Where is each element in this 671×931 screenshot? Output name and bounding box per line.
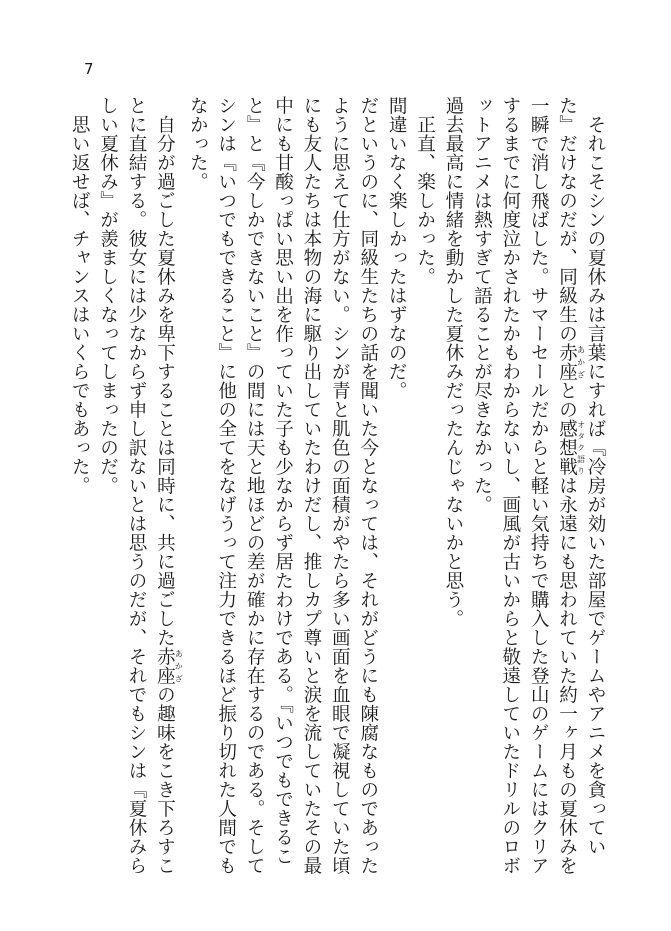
paragraph (93, 96, 183, 876)
text-run: 間違いなく楽しかったはずなのだ。 (386, 96, 408, 400)
text-run: だというのに、同級生たちの話を聞いた今となっては、それがどうにも陳腐なものであったように思えて仕方がない。シンが青と肌色の面積がやたら多い画面を血眼で凝視していた頃にも友人たちは本物の海に駆り出していたわけだし、推しカプ尊いと涙を流していたその最中にも甘酸っぱい思い出を作っていた子も少なからず居たわけである。『いつでもできること』と『今しかできないこと』の間には天と地ほどの差が確かに存在するのである。そしてシンは『いつでもできること』に他の全てをなげうって注力できるほど振り切れた人間でもなかった。 (187, 96, 379, 875)
text-run: それこそシンの夏休みは言葉にすれば『冷房が効いた部屋でゲームやアニメを貪っていた』だけなのだが、同級生の (556, 96, 606, 856)
ruby-word (154, 646, 184, 685)
ruby-word (556, 343, 586, 381)
page-number: 7 (84, 60, 94, 78)
paragraph (439, 96, 467, 876)
ruby-reading: あかざ (174, 646, 184, 685)
ruby-word (556, 419, 586, 476)
ruby-reading: あかざ (576, 343, 586, 381)
paragraph (410, 96, 438, 876)
text-run: は永遠にも思われていた約一ヶ月もの夏休みを一瞬で消し飛ばした。サマーセールだからと軽い気持ちで購入した登山のゲームにはクリアするまでに何度泣かされたかもわからないし、画風が古いからと敬遠していたドリルのロボットアニメは熱すぎて語ることが尽きなかった。 (471, 96, 578, 875)
text-run: との (556, 381, 578, 419)
paragraph (467, 96, 609, 876)
text-run: の趣味をこき下ろすことに直結する。彼女には少なからず申し訳ないとは思うのだが、それでもシンは『夏休みらしい夏休み』が羨ましくなってしまったのだ。 (97, 96, 176, 875)
text-run: 自分が過ごした夏休みを卑下することは同時に、共に過ごした (154, 114, 176, 647)
body-text (69, 96, 609, 876)
text-run: 正直、楽しかった。 (414, 114, 436, 286)
text-run: 過去最高に情緒を動かした夏休みだったんじゃないかと思う。 (442, 96, 464, 628)
paragraph (183, 96, 382, 876)
ruby-reading: オタク語り (576, 419, 586, 476)
text-run: 思い返せば、チャンスはいくらでもあった。 (69, 114, 91, 495)
paragraph (65, 96, 93, 876)
ruby-base: 赤座 (154, 646, 176, 685)
ruby-base: 感想戦 (556, 419, 578, 476)
paragraph (382, 96, 410, 876)
ruby-base: 赤座 (556, 343, 578, 381)
